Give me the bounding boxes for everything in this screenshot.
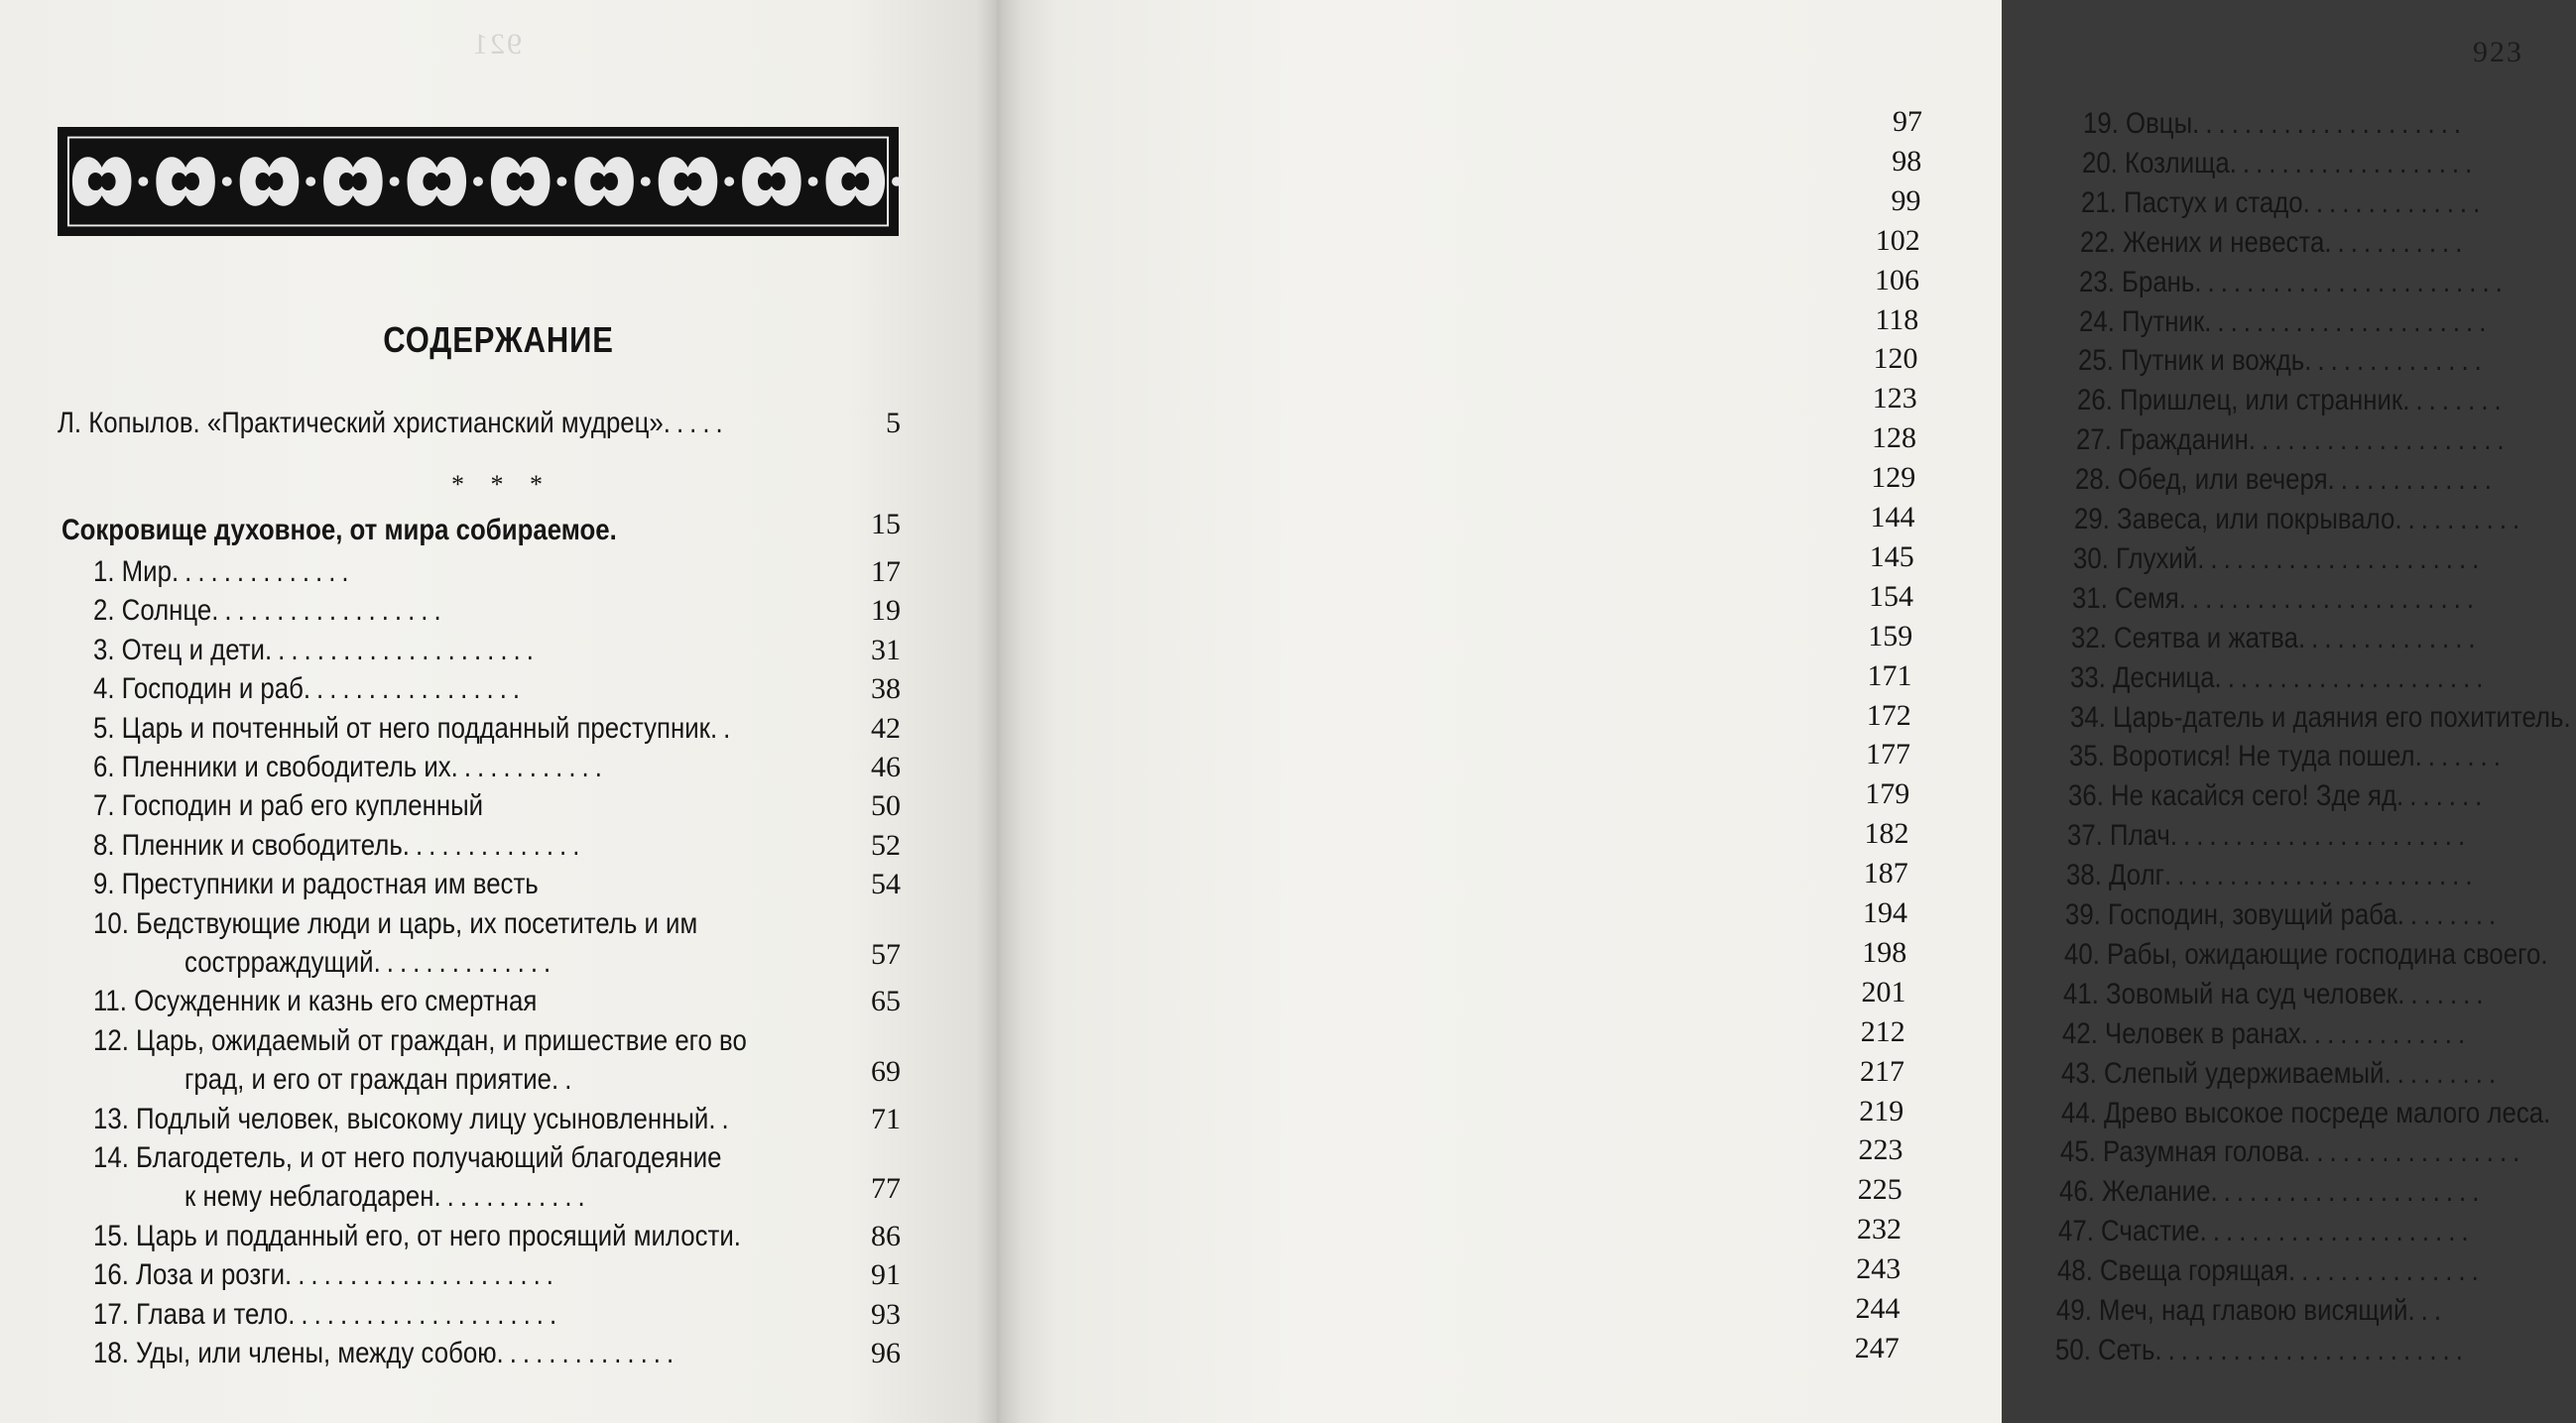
leader-dots: .. (708, 1102, 735, 1135)
toc-entry-continuation[interactable] (184, 946, 556, 980)
leader-dots: .. (552, 1063, 578, 1097)
toc-page-number: 144 (1870, 501, 1915, 534)
ornament-dot (808, 177, 818, 185)
ornament-pattern-icon (61, 130, 896, 233)
toc-entry-section[interactable] (61, 514, 623, 547)
toc-entry-intro[interactable] (58, 407, 729, 440)
toc-page-number: 71 (871, 1102, 901, 1135)
leader-dots: ....................... (2169, 819, 2471, 853)
leader-dots: ..................... (2214, 660, 2490, 694)
contents-title: СОДЕРЖАНИЕ (383, 319, 614, 360)
toc-entry[interactable] (2083, 107, 2467, 141)
ornament-dot (724, 177, 734, 185)
toc-entry-label: 42. Человек в ранах (2062, 1016, 2302, 1050)
toc-entry-label: 40. Рабы, ожидающие господина своего (2064, 937, 2541, 971)
toc-entry[interactable] (2075, 463, 2498, 497)
leader-dots: ... (2407, 1294, 2448, 1327)
toc-entry[interactable] (93, 594, 447, 628)
ornament-dot (306, 177, 315, 185)
toc-entry[interactable] (2066, 859, 2479, 892)
leader-dots: .................... (2248, 423, 2511, 457)
toc-entry[interactable] (2077, 384, 2508, 417)
toc-entry[interactable] (2081, 186, 2486, 220)
toc-entry-label: 5. Царь и почтенный от него подданный преступник (93, 711, 710, 745)
toc-page-number: 93 (871, 1297, 901, 1331)
ghost-page-number: 921 (471, 28, 522, 60)
toc-entry-label: 1. Мир (93, 555, 172, 588)
toc-entry[interactable] (2079, 266, 2509, 299)
toc-page-number: 86 (871, 1219, 901, 1252)
toc-page-number: 106 (1875, 263, 1919, 296)
toc-entry-label: 23. Брань (2079, 265, 2195, 298)
toc-page-number: 46 (871, 751, 901, 783)
leader-dots: ................... (2229, 146, 2479, 179)
leader-dots: ........................ (2194, 265, 2510, 298)
toc-entry[interactable] (2069, 740, 2507, 773)
toc-entry[interactable] (93, 868, 539, 901)
toc-entry-label: 41. Зовомый на суд человек (2063, 977, 2398, 1010)
toc-entry-label: 12. Царь, ожидаемый от граждан, и пришествие его во (93, 1023, 747, 1057)
leader-dots: ............... (2287, 1254, 2485, 1288)
leader-dots: .......... (2394, 503, 2526, 535)
toc-entry[interactable] (93, 789, 483, 823)
toc-page-number: 172 (1866, 698, 1911, 732)
ornamental-header-band (58, 127, 899, 236)
leader-dots: ....... (2397, 977, 2490, 1010)
toc-entry-label: 24. Путник (2078, 304, 2204, 338)
toc-page-number: 154 (1869, 579, 1913, 613)
leader-dots: .............. (171, 555, 355, 588)
leader-dots: ....... (2395, 779, 2489, 813)
toc-entry-label: 43. Слепый удерживаемый (2061, 1056, 2385, 1090)
toc-entry-label: 22. Жених и невеста (2080, 225, 2325, 259)
leader-dots: ................. (2302, 1135, 2525, 1169)
toc-entry-label: 30. Глухий (2073, 541, 2198, 575)
toc-entry[interactable] (2057, 1254, 2485, 1288)
toc-entry-label: 49. Меч, над главою висящий (2056, 1294, 2408, 1327)
leader-dots: ........ (2396, 898, 2503, 931)
toc-entry-label: 18. Уды, или члены, между собою (93, 1337, 497, 1369)
toc-entry-label: 10. Бедствующие люди и царь, их посетитель и им (93, 906, 698, 940)
page-number: 923 (2473, 36, 2523, 68)
toc-entry[interactable] (2070, 661, 2490, 695)
toc-entry-label: 45. Разумная голова (2059, 1135, 2303, 1169)
toc-entry[interactable] (93, 985, 537, 1018)
toc-entry-label: 44. Древо высокое посреде малого леса (2060, 1096, 2543, 1129)
leader-dots: .. (709, 711, 737, 745)
toc-entry[interactable] (2073, 542, 2485, 576)
leader-dots: ...................... (2197, 541, 2486, 575)
toc-page-number: 97 (1893, 105, 1922, 138)
leader-dots: ...................... (2203, 304, 2492, 338)
toc-entry[interactable] (93, 672, 526, 706)
toc-page-number: 50 (871, 789, 901, 823)
leader-dots: . (2562, 700, 2576, 734)
left-page (0, 0, 997, 1423)
toc-entry[interactable] (93, 1103, 735, 1136)
toc-entry[interactable] (2082, 147, 2478, 180)
ornament-dot (473, 177, 483, 185)
toc-page-number: 52 (871, 828, 901, 862)
toc-page-number: 96 (871, 1337, 901, 1369)
toc-entry-label: 25. Путник и вождь (2077, 344, 2304, 378)
ornament-dot (641, 177, 651, 185)
toc-page-number: 179 (1865, 777, 1910, 811)
leader-dots: . (2540, 937, 2554, 971)
toc-page-number: 145 (1869, 539, 1914, 573)
leader-dots: .............. (2298, 621, 2482, 654)
toc-entry[interactable] (2059, 1175, 2485, 1209)
toc-entry[interactable] (93, 1258, 559, 1292)
toc-entry-label: сострраждущий (184, 946, 374, 979)
toc-entry[interactable] (93, 1024, 747, 1058)
toc-entry[interactable] (2080, 226, 2468, 260)
leader-dots: ..................... (285, 1258, 559, 1292)
toc-page-number: 91 (871, 1258, 901, 1292)
toc-page-number: 118 (1875, 302, 1919, 336)
toc-entry[interactable] (2055, 1334, 2469, 1367)
leader-dots: ............. (2327, 463, 2498, 497)
toc-page-number: 212 (1860, 1014, 1905, 1048)
toc-entry-label: 46. Желание (2058, 1175, 2211, 1209)
toc-entry[interactable] (2067, 819, 2471, 853)
toc-entry-label: 50. Сеть (2055, 1333, 2155, 1366)
toc-page-number: 198 (1862, 935, 1907, 969)
toc-entry-label: 17. Глава и тело (93, 1297, 289, 1331)
toc-entry[interactable] (2065, 898, 2502, 932)
toc-entry[interactable] (93, 829, 585, 863)
toc-entry[interactable] (2064, 938, 2554, 972)
leader-dots: ............. (2301, 1016, 2472, 1050)
toc-page-number: 42 (871, 711, 901, 745)
toc-entry-label: 13. Подлый человек, высокому лицу усыновленный (93, 1102, 709, 1135)
leader-dots: .............. (402, 828, 586, 862)
toc-page-number: 38 (871, 672, 901, 706)
toc-page-number: 247 (1854, 1331, 1900, 1364)
toc-entry-label: 2. Солнце (93, 594, 212, 628)
leader-dots: ..................... (288, 1297, 563, 1331)
toc-entry-label: к нему неблагодарен (184, 1180, 434, 1214)
toc-entry[interactable] (93, 1337, 679, 1370)
toc-entry-label: 3. Отец и дети (93, 633, 265, 666)
leader-dots: ................. (303, 672, 527, 706)
toc-page-number: 99 (1891, 183, 1921, 217)
leader-dots: ..................... (2210, 1175, 2486, 1209)
toc-page-number: 194 (1863, 896, 1907, 929)
toc-entry-label: 9. Преступники и радостная им весть (93, 868, 539, 901)
toc-entry[interactable] (2079, 305, 2492, 339)
toc-entry[interactable] (93, 1220, 747, 1253)
book-gutter (977, 0, 1022, 1423)
toc-entry-label: 20. Козлища (2082, 146, 2230, 179)
toc-entry-label: 35. Воротися! Не туда пошел (2068, 740, 2415, 773)
toc-page-number: 54 (871, 868, 901, 901)
toc-entry[interactable] (93, 555, 355, 589)
toc-entry-label: 4. Господин и раб (93, 672, 304, 706)
toc-entry-label: 29. Завеса, или покрывало (2074, 503, 2395, 535)
toc-entry[interactable] (93, 907, 697, 941)
toc-entry[interactable] (2061, 1097, 2556, 1130)
toc-entry-label: 8. Пленник и свободитель (93, 828, 403, 862)
leader-dots: . (733, 1219, 747, 1252)
toc-page-number: 171 (1867, 658, 1912, 692)
toc-entry-label: 15. Царь и подданный его, от него просящий милости (93, 1219, 734, 1252)
toc-entry[interactable] (2056, 1294, 2447, 1328)
toc-page-number: 219 (1859, 1094, 1904, 1127)
toc-page-number: 65 (871, 985, 901, 1018)
toc-entry[interactable] (93, 634, 540, 667)
toc-entry[interactable] (2068, 779, 2488, 813)
leader-dots: ..................... (2199, 1215, 2475, 1248)
toc-entry-label: 32. Сеятва и жатва (2071, 621, 2299, 654)
toc-page-number: 182 (1864, 817, 1909, 851)
toc-entry[interactable] (2058, 1215, 2475, 1248)
toc-entry[interactable] (2062, 1017, 2471, 1051)
toc-page-number: 69 (871, 1055, 901, 1089)
toc-page-number: 120 (1873, 342, 1918, 376)
ornament-dot (138, 177, 148, 185)
toc-entry[interactable] (93, 712, 736, 746)
toc-page-number: 5 (886, 407, 901, 439)
toc-page-number: 123 (1872, 382, 1917, 415)
toc-page-number: 19 (871, 594, 901, 628)
toc-entry-label: 7. Господин и раб его купленный (93, 789, 484, 823)
toc-entry-label: 16. Лоза и розги (93, 1258, 286, 1292)
leader-dots: ..... (663, 407, 729, 439)
toc-entry[interactable] (2061, 1057, 2502, 1091)
toc-entry-label: Л. Копылов. «Практический христианский мудрец» (58, 407, 664, 439)
toc-entry-label: 21. Пастух и стадо (2081, 185, 2303, 219)
leader-dots: . (609, 514, 623, 546)
ornament-dot (556, 177, 566, 185)
toc-page-number: 15 (871, 508, 901, 540)
toc-page-number: 187 (1863, 857, 1908, 890)
toc-entry[interactable] (2072, 582, 2480, 616)
leader-dots: .............. (496, 1337, 680, 1369)
leader-dots: ............ (450, 751, 608, 783)
toc-entry-label: град, и его от граждан приятие (184, 1063, 552, 1097)
leader-dots: .............. (2302, 185, 2487, 219)
leader-dots: ........................ (2163, 859, 2479, 892)
toc-page-number: 102 (1875, 223, 1920, 257)
toc-entry-label: 28. Обед, или вечеря (2074, 463, 2328, 497)
toc-entry-label: 6. Пленники и свободитель их (93, 751, 451, 783)
toc-entry-label: 11. Осужденник и казнь его смертная (93, 985, 538, 1018)
toc-entry-label: 31. Семя (2072, 581, 2179, 615)
toc-entry-label: Сокровище духовное, от мира собираемое (61, 514, 610, 546)
toc-entry[interactable] (2078, 344, 2488, 378)
toc-page-number: 225 (1857, 1173, 1902, 1207)
toc-entry-label: 14. Благодетель, и от него получающий благодеяние (93, 1141, 722, 1174)
toc-entry-label: 36. Не касайся сего! Зде яд (2067, 779, 2396, 813)
right-page (997, 0, 2576, 1423)
toc-entry-label: 33. Десница (2070, 660, 2215, 694)
toc-entry[interactable] (2063, 978, 2490, 1011)
leader-dots: ..................... (264, 633, 540, 666)
toc-page-number: 217 (1860, 1054, 1904, 1088)
toc-page-number: 57 (871, 938, 901, 971)
toc-entry-continuation[interactable] (184, 1180, 591, 1214)
ornament-dot (390, 177, 400, 185)
toc-entry-label: 27. Гражданин (2075, 423, 2249, 457)
toc-page-number: 129 (1871, 461, 1916, 495)
toc-entry[interactable] (93, 1141, 722, 1175)
leader-dots: ............ (433, 1180, 591, 1214)
leader-dots: .............. (2303, 344, 2488, 378)
toc-page-number: 17 (871, 555, 901, 588)
toc-page-number: 243 (1856, 1252, 1901, 1286)
toc-page-number: 77 (871, 1172, 901, 1206)
toc-entry-label: 48. Свеща горящая (2056, 1254, 2288, 1288)
toc-entry-label: 34. Царь-датель и даяния его похититель (2069, 700, 2563, 734)
leader-dots: . (2542, 1096, 2556, 1129)
ornament-dot (892, 177, 902, 185)
toc-page-number: 177 (1866, 738, 1910, 771)
ornament-dot (222, 177, 232, 185)
toc-entry[interactable] (2070, 701, 2576, 735)
section-separator: * * * (451, 470, 552, 499)
toc-entry-label: 38. Долг (2065, 859, 2164, 892)
leader-dots: .............. (373, 946, 557, 979)
toc-page-number: 31 (871, 633, 901, 666)
leader-dots: ......... (2384, 1056, 2503, 1090)
toc-entry[interactable] (2074, 503, 2525, 536)
toc-entry-label: 26. Пришлец, или странник (2076, 384, 2402, 417)
toc-entry[interactable] (93, 1298, 562, 1332)
toc-page-number: 244 (1855, 1292, 1901, 1325)
toc-entry-continuation[interactable] (184, 1063, 577, 1097)
toc-page-number: 128 (1872, 421, 1916, 455)
toc-entry-label: 37. Плач (2066, 819, 2170, 853)
toc-entry-label: 39. Господин, зовущий раба (2065, 898, 2397, 931)
leader-dots: ....................... (2178, 581, 2481, 615)
toc-page-number: 98 (1892, 144, 1922, 178)
toc-page-number: 201 (1861, 975, 1906, 1008)
leader-dots: .................. (211, 594, 447, 628)
toc-entry-label: 19. Овцы (2083, 107, 2193, 140)
toc-page-number: 159 (1868, 619, 1913, 652)
toc-entry-label: 47. Счастие (2057, 1215, 2200, 1248)
leader-dots: ........................ (2154, 1333, 2470, 1366)
toc-entry[interactable] (93, 751, 608, 784)
toc-entry[interactable] (2060, 1135, 2525, 1169)
leader-dots: ....... (2414, 740, 2507, 773)
toc-entry[interactable] (2076, 423, 2511, 457)
leader-dots: ........... (2324, 225, 2469, 259)
leader-dots: ........ (2401, 384, 2508, 417)
toc-page-number: 223 (1858, 1133, 1903, 1167)
toc-page-number: 232 (1857, 1213, 1901, 1246)
toc-entry[interactable] (2071, 622, 2482, 655)
leader-dots: ..................... (2192, 107, 2468, 140)
